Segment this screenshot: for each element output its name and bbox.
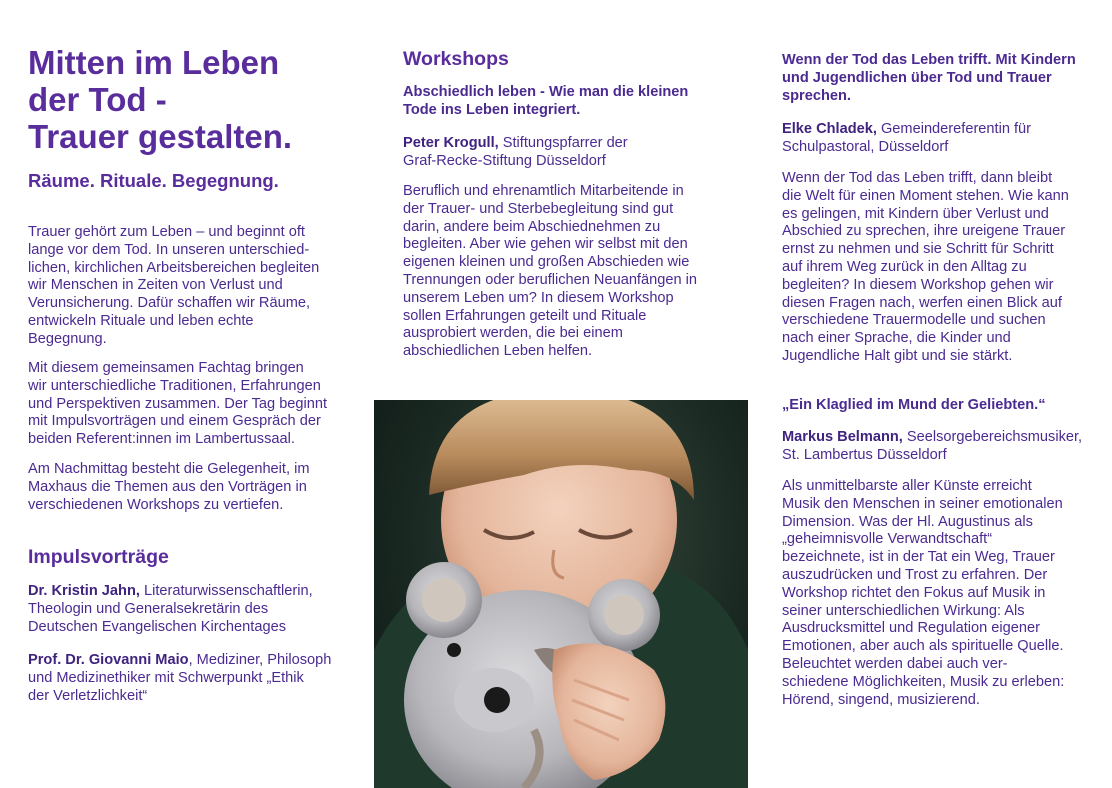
title-line: der Tod - — [28, 81, 167, 118]
photo-illustration — [374, 400, 748, 788]
text-line: begleiten? In diesem Workshop gehen wir — [782, 276, 1054, 293]
text-line: ernst zu nehmen und sie Schritt für Schritt — [782, 241, 1054, 258]
text-line: wir unterschiedliche Traditionen, Erfahrungen — [28, 377, 321, 394]
text-line: Workshop richtet den Fokus auf Musik in — [782, 584, 1046, 601]
text-line: seiner unterschiedlichen Wirkung: Als — [782, 602, 1025, 619]
workshop-title: „Ein Klaglied im Mund der Geliebten.“ — [782, 397, 1046, 413]
text-line: bezeichnete, ist in der Tat ein Weg, Trauer — [782, 549, 1055, 566]
nachmittag-paragraph — [28, 461, 309, 514]
text-line: begleiten. Aber wie gehen wir selbst mit den — [403, 236, 688, 253]
text-line: Begegnung. — [28, 330, 107, 347]
text-line: entwickeln Rituale und leben echte — [28, 312, 254, 329]
workshop-speaker — [782, 121, 1031, 157]
text-line: diesen Fragen nach, werfen einen Blick auf — [782, 294, 1062, 311]
speaker-entry — [28, 652, 331, 705]
text-line: lange vor dem Tod. In unseren unterschied- — [28, 241, 310, 258]
child-with-teddy-bear-photo — [374, 400, 748, 788]
text-line: auf ihrem Weg zurück in den Alltag zu — [782, 258, 1027, 275]
workshop-description — [403, 183, 697, 361]
text-line: sprechen. — [782, 87, 851, 104]
text-line: Literaturwissenschaftlerin, — [139, 583, 313, 599]
speaker-name: Markus Belmann, — [782, 429, 903, 445]
text-line: darin, andere beim Abschiednehmen zu — [403, 218, 661, 235]
text-line: Beruflich und ehrenamtlich Mitarbeitende in — [403, 183, 684, 199]
text-line: es gelingen, mit Kindern über Verlust und — [782, 205, 1049, 222]
text-line: und Perspektiven zusammen. Der Tag beginnt — [28, 395, 328, 412]
text-line: Abschiedlich leben - Wie man die kleinen — [403, 84, 689, 100]
text-line: St. Lambertus Düsseldorf — [782, 446, 947, 463]
text-line: Ausdrucksmittel und Regulation eigener — [782, 620, 1040, 637]
text-line: schiedene Möglichkeiten, Musik zu erleben: — [782, 673, 1065, 690]
text-line: der Verletzlichkeit“ — [28, 687, 148, 704]
text-line: „geheimnisvolle Verwandtschaft“ — [782, 531, 993, 548]
text-line: sollen Erfahrungen geteilt und Rituale — [403, 307, 647, 324]
text-line: Jugendliche Halt gibt und sie stärkt. — [782, 347, 1013, 364]
text-line: lichen, kirchlichen Arbeitsbereichen begleiten — [28, 259, 320, 276]
text-line: unserem Leben um? In diesem Workshop — [403, 289, 674, 306]
text-line: , Mediziner, Philosoph — [188, 652, 332, 668]
text-line: Seelsorgebereichsmusiker, — [902, 429, 1083, 445]
text-line: Hörend, singend, musizierend. — [782, 691, 980, 708]
speaker-name: Dr. Kristin Jahn, — [28, 583, 140, 599]
text-line: mit Impulsvorträgen und einem Gespräch der — [28, 413, 321, 430]
speaker-name: Prof. Dr. Giovanni Maio — [28, 652, 189, 668]
workshop-speaker — [782, 429, 1082, 465]
text-line: Deutschen Evangelischen Kirchentages — [28, 618, 286, 635]
text-line: verschiedene Trauermodelle und suchen — [782, 312, 1046, 329]
speaker-entry — [28, 583, 313, 636]
text-line: und Medizinethiker mit Schwerpunkt „Ethik — [28, 669, 304, 686]
workshop-speaker — [403, 135, 628, 171]
text-line: Wenn der Tod das Leben trifft. Mit Kindern — [782, 52, 1076, 68]
text-line: Trennungen oder beruflichen Neuanfängen in — [403, 271, 697, 288]
text-line: Trauer gehört zum Leben – und beginnt oft — [28, 224, 305, 240]
workshop-description — [782, 170, 1069, 366]
speaker-name: Elke Chladek, — [782, 121, 877, 137]
text-line: Emotionen, aber auch als spirituelle Quelle. — [782, 638, 1064, 655]
text-line: verschiedenen Workshops zu vertiefen. — [28, 496, 284, 513]
text-line: ausprobiert werden, die bei einem — [403, 325, 623, 342]
impulse-heading: Impulsvorträge — [28, 546, 169, 568]
text-line: nach einer Sprache, die Kinder und — [782, 330, 1011, 347]
text-line: Als unmittelbarste aller Künste erreicht — [782, 478, 1032, 494]
text-line: Beleuchtet werden dabei auch ver- — [782, 655, 1008, 672]
text-line: Theologin und Generalsekretärin des — [28, 600, 269, 617]
workshops-heading: Workshops — [403, 48, 509, 70]
text-line: der Trauer- und Sterbebegleitung sind gut — [403, 200, 674, 217]
title-line: Trauer gestalten. — [28, 118, 293, 155]
text-line: Maxhaus die Themen aus den Vorträgen in — [28, 478, 307, 495]
fachtag-paragraph — [28, 360, 327, 449]
speaker-name: Peter Krogull, — [403, 135, 499, 151]
text-line: Mit diesem gemeinsamen Fachtag bringen — [28, 360, 304, 376]
text-line: und Jugendlichen über Tod und Trauer — [782, 69, 1052, 86]
text-line: Am Nachmittag besteht die Gelegenheit, im — [28, 461, 310, 477]
page-title — [28, 44, 358, 155]
text-line: wir Menschen in Zeiten von Verlust und — [28, 277, 283, 294]
text-line: Wenn der Tod das Leben trifft, dann bleibt — [782, 170, 1053, 186]
workshop-title — [782, 52, 1076, 105]
intro-paragraph — [28, 224, 319, 349]
text-line: Dimension. Was der Hl. Augustinus als — [782, 513, 1033, 530]
text-line: Graf-Recke-Stiftung Düsseldorf — [403, 152, 606, 169]
text-line: Verunsicherung. Dafür schaffen wir Räume, — [28, 295, 311, 312]
text-line: Schulpastoral, Düsseldorf — [782, 138, 949, 155]
title-line: Mitten im Leben — [28, 44, 280, 81]
text-line: eigenen kleinen und großen Abschieden wie — [403, 254, 690, 271]
text-line: Stiftungspfarrer der — [498, 135, 628, 151]
page-subtitle: Räume. Rituale. Begegnung. — [28, 170, 279, 191]
workshop-description — [782, 478, 1064, 709]
text-line: beiden Referent:innen im Lambertussaal. — [28, 431, 295, 448]
text-line: Gemeindereferentin für — [876, 121, 1032, 137]
workshop-title — [403, 84, 688, 120]
text-line: auszudrücken und Trost zu erfahren. Der — [782, 566, 1048, 583]
text-line: Musik den Menschen in seiner emotionalen — [782, 495, 1063, 512]
text-line: Abschied zu sprechen, ihre ureigene Trauer — [782, 223, 1066, 240]
text-line: Tode ins Leben integriert. — [403, 101, 581, 118]
text-line: die Welt für einen Moment stehen. Wie kann — [782, 187, 1069, 204]
text-line: abschiedlichen Leben helfen. — [403, 343, 593, 360]
